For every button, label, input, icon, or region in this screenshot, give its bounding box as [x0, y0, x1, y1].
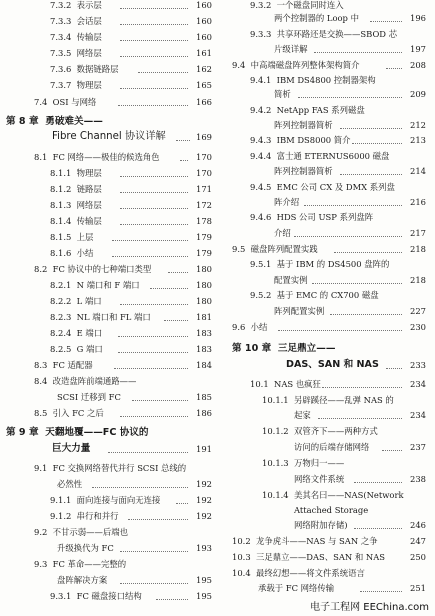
toc-entry: 9.5.1 基于 IBM 的 DS4500 盘阵的 [250, 259, 390, 269]
page-number: 179 [196, 232, 212, 242]
watermark-footer: 电子工程网 EEChina.com [310, 602, 429, 613]
page-number: 172 [196, 200, 212, 210]
page-number: 185 [196, 392, 212, 402]
page-number: 217 [410, 228, 426, 238]
toc-entry-continued: 配置实例 [274, 275, 308, 285]
toc-entry: 8.1.6 小结 [50, 248, 94, 258]
leader-dots [340, 128, 402, 129]
page-number: 186 [196, 408, 212, 418]
toc-entry-continued: 两个控制器的 Loop 中 [274, 13, 359, 23]
page-number: 208 [410, 60, 426, 70]
leader-dots [278, 330, 402, 331]
page-number: 218 [410, 275, 426, 285]
page-number: 227 [410, 306, 426, 316]
page-number: 214 [410, 166, 426, 176]
toc-entry: 9.4.2 NetApp FAS 系列磁盘 [250, 105, 365, 115]
page-number: 184 [196, 360, 212, 370]
toc-entry-continued: 承载于 FC 网络传输 [258, 583, 335, 593]
page-number: 169 [196, 132, 212, 142]
toc-entry: 9.1.2 串行和并行 [50, 511, 119, 521]
toc-entry: 9.1 FC 交换网络替代并行 SCSI 总线的 [34, 463, 187, 473]
page-number: 195 [196, 575, 212, 585]
page-number: 230 [410, 322, 426, 332]
toc-entry-continued: 盘阵解决方案 [57, 575, 108, 585]
toc-entry: 7.3.6 数据链路层 [50, 64, 119, 74]
leader-dots [354, 528, 402, 529]
page-number: 193 [196, 543, 212, 553]
leader-dots [298, 97, 402, 98]
page-number: 197 [410, 44, 426, 54]
leader-dots [386, 68, 402, 69]
toc-entry: 9.4.5 EMC 公司 CX 及 DMX 系列盘 [250, 182, 395, 192]
toc-entry: 8.5 引入 FC 之后 [34, 408, 104, 418]
toc-entry-continued: 阵介绍 [274, 197, 300, 207]
toc-entry: 8.2.3 NL 端口和 FL 端口 [50, 312, 151, 322]
page-number: 170 [196, 152, 212, 162]
toc-entry: 9.2 不甘示弱——后端也 [34, 527, 129, 537]
page-number: 209 [410, 89, 426, 99]
toc-entry: 8.1.1 物理层 [50, 168, 102, 178]
page-number: 218 [410, 244, 426, 254]
toc-entry: 10.1.3 万物归一—— [262, 458, 345, 468]
leader-dots [120, 208, 188, 209]
toc-entry: 8.2.5 G 端口 [50, 344, 103, 354]
page-number: 247 [410, 536, 426, 546]
page-number: 160 [196, 0, 212, 10]
page-number: 170 [196, 168, 212, 178]
toc-entry: 9.3.3 共享环路还是交换——SBOD 芯 [250, 29, 398, 39]
page-number: 165 [196, 80, 212, 90]
toc-entry: 10.4 最终幻想——将文件系统语言 [232, 568, 365, 578]
toc-entry: 7.3.2 表示层 [50, 0, 102, 10]
leader-dots [352, 143, 402, 144]
leader-dots [180, 160, 188, 161]
leader-dots [164, 320, 188, 321]
toc-entry: 10.1.4 美其名曰——NAS(Network [262, 490, 404, 500]
leader-dots [120, 56, 188, 57]
page-number: 171 [196, 184, 212, 194]
leader-dots [118, 336, 188, 337]
leader-dots [294, 236, 402, 237]
leader-dots [128, 519, 188, 520]
leader-dots [118, 352, 188, 353]
leader-dots [120, 583, 188, 584]
toc-entry: 7.3.7 物理层 [50, 80, 102, 90]
toc-entry-continued: 网络附加存储) [294, 520, 348, 530]
toc-entry: 9.5 磁盘阵列配置实践 [232, 244, 318, 254]
leader-dots [112, 256, 188, 257]
leader-dots [112, 240, 188, 241]
chapter-subtitle: 巨大力量 [52, 443, 91, 454]
page-number: 180 [196, 296, 212, 306]
page-number: 238 [410, 474, 426, 484]
leader-dots [312, 283, 402, 284]
leader-dots [108, 452, 188, 453]
page-number: 192 [196, 511, 212, 521]
toc-entry: 8.4 改造盘阵前端通路—— [34, 376, 137, 386]
toc-entry: 8.1.4 传输层 [50, 216, 102, 226]
page-number: 237 [410, 442, 426, 452]
toc-entry: 8.2.1 N 端口和 F 端口 [50, 280, 140, 290]
toc-entry-continued: 阵列配置实例 [274, 306, 325, 316]
toc-entry: 10.1.1 另辟蹊径——乱弹 NAS 的 [262, 395, 394, 405]
page-number: 181 [196, 312, 212, 322]
leader-dots [120, 224, 188, 225]
toc-entry: 8.1.2 链路层 [50, 184, 102, 194]
leader-dots [340, 174, 402, 175]
toc-entry: 8.1.3 网络层 [50, 200, 102, 210]
page-number: 195 [196, 591, 212, 601]
chapter-heading: 第 9 章 天翻地覆——FC 协议的 [6, 427, 149, 438]
leader-dots [120, 192, 188, 193]
chapter-subtitle: Fibre Channel 协议详解 [52, 131, 166, 142]
leader-dots [330, 314, 402, 315]
leader-dots [314, 52, 402, 53]
toc-entry: 9.5.2 基于 EMC 的 CX700 磁盘 [250, 290, 379, 300]
page-number: 162 [196, 64, 212, 74]
toc-entry: 9.4.4 富士通 ETERNUS6000 磁盘 [250, 151, 390, 161]
toc-entry-continued: 升级换代为 FC [57, 543, 114, 553]
leader-dots [120, 40, 188, 41]
leader-dots [382, 450, 402, 451]
toc-entry-continued: 阵列控制器简析 [274, 120, 333, 130]
toc-entry-continued: Attached Storage [294, 505, 369, 515]
toc-entry: 9.4.3 IBM DS8000 简介 [250, 135, 351, 145]
leader-dots [132, 400, 188, 401]
leader-dots [386, 368, 402, 369]
page-number: 178 [196, 216, 212, 226]
toc-entry: 9.4 中高端磁盘阵列整体架构简介 [232, 60, 360, 70]
toc-entry: 8.3 FC 适配器 [34, 360, 93, 370]
page-number: 196 [410, 13, 426, 23]
page-number: 180 [196, 264, 212, 274]
toc-entry: 7.3.4 传输层 [50, 32, 102, 42]
toc-entry: 8.2 FC 协议中的七种端口类型 [34, 264, 152, 274]
page-number: 192 [196, 479, 212, 489]
page-number: 160 [196, 32, 212, 42]
toc-entry-continued: 访问的后端存储网络 [294, 442, 370, 452]
leader-dots [92, 487, 188, 488]
toc-entry: 9.3.2 一个磁盘同时连入 [250, 0, 344, 10]
toc-entry-continued: SCSI 迁移到 FC [57, 392, 121, 402]
leader-dots [322, 387, 402, 388]
toc-entry: 9.3.1 FC 磁盘接口结构 [50, 591, 142, 601]
toc-entry: 10.1.2 双管齐下——两种方式 [262, 426, 378, 436]
page-number: 183 [196, 344, 212, 354]
toc-entry-continued: 起家 [294, 410, 311, 420]
page-number: 234 [410, 410, 426, 420]
toc-entry: 10.2 龙争虎斗——NAS 与 SAN 之争 [232, 536, 378, 546]
toc-entry: 9.6 小结 [232, 322, 268, 332]
toc-entry: 10.1 NAS 也疯狂 [250, 379, 321, 389]
leader-dots [354, 482, 402, 483]
leader-dots [360, 591, 402, 592]
toc-entry-continued: 网络文件系统 [294, 474, 345, 484]
toc-entry: 8.1 FC 网络——极佳的候选角色 [34, 152, 160, 162]
page-number: 180 [196, 280, 212, 290]
page-number: 166 [196, 97, 212, 107]
leader-dots [120, 8, 188, 9]
page-number: 212 [410, 120, 426, 130]
leader-dots [370, 21, 402, 22]
leader-dots [304, 205, 402, 206]
leader-dots [118, 105, 188, 106]
chapter-subtitle: DAS、SAN 和 NAS [286, 359, 379, 370]
toc-entry: 7.4 OSI 与网络 [34, 97, 97, 107]
page-number: 216 [410, 197, 426, 207]
toc-entry: 9.1.1 面向连接与面向无连接 [50, 495, 161, 505]
leader-dots [334, 252, 402, 253]
toc-entry-continued: 简析 [274, 89, 291, 99]
toc-entry-continued: 必然性 [57, 479, 83, 489]
leader-dots [120, 88, 188, 89]
toc-entry-continued: 阵列控制器简析 [274, 166, 333, 176]
toc-entry: 8.2.4 E 端口 [50, 328, 103, 338]
toc-entry: 7.3.3 会话层 [50, 16, 102, 26]
chapter-heading: 第 8 章 勇破难关—— [6, 116, 103, 127]
leader-dots [168, 272, 188, 273]
page-number: 191 [196, 444, 212, 454]
page-number: 161 [196, 48, 212, 58]
leader-dots [138, 72, 188, 73]
toc-entry: 7.3.5 网络层 [50, 48, 102, 58]
toc-entry-continued: 介绍 [274, 228, 291, 238]
page-number: 250 [410, 552, 426, 562]
toc-entry: 9.4.6 HDS 公司 USP 系列盘阵 [250, 212, 374, 222]
leader-dots [318, 418, 402, 419]
leader-dots [120, 416, 188, 417]
leader-dots [120, 176, 188, 177]
chapter-heading: 第 10 章 三足鼎立—— [232, 343, 336, 354]
page-number: 192 [196, 495, 212, 505]
toc-entry-continued: 片级详解 [274, 44, 308, 54]
leader-dots [120, 551, 188, 552]
page-number: 246 [410, 520, 426, 530]
page-number: 179 [196, 248, 212, 258]
leader-dots [120, 304, 188, 305]
toc-entry: 8.1.5 上层 [50, 232, 94, 242]
page-number: 213 [410, 135, 426, 145]
leader-dots [150, 288, 188, 289]
page-number: 183 [196, 328, 212, 338]
leader-dots [114, 368, 188, 369]
leader-dots [176, 503, 188, 504]
toc-entry: 8.2.2 L 端口 [50, 296, 102, 306]
toc-entry: 9.4.1 IBM DS4800 控制器架构 [250, 75, 376, 85]
page-number: 234 [410, 379, 426, 389]
page-number: 160 [196, 16, 212, 26]
toc-entry: 9.3 FC 革命——完整的 [34, 559, 127, 569]
toc-entry: 10.3 三足鼎立——DAS、SAN 和 NAS [232, 552, 386, 562]
page-number: 233 [410, 360, 426, 370]
page-number: 251 [410, 583, 426, 593]
leader-dots [156, 599, 188, 600]
leader-dots [120, 24, 188, 25]
